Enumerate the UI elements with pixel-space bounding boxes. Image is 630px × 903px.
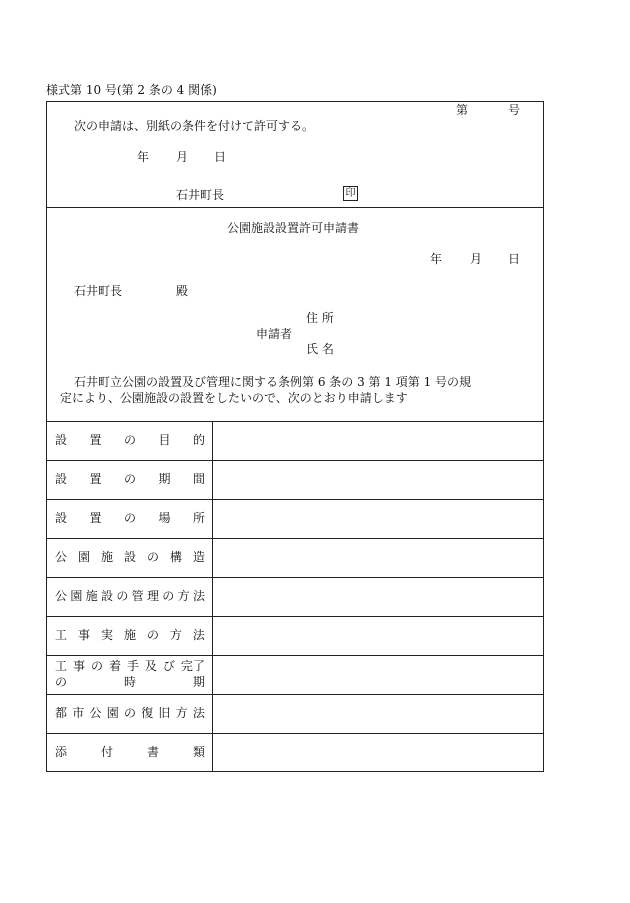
field-structure[interactable] [213,539,543,577]
field-location[interactable] [213,500,543,538]
address-label: 住 所 [306,311,334,325]
row-label-purpose: 設 置 の 目 的 [55,433,205,447]
seal-mark: 印 [343,186,358,201]
row-label-management: 公 園 施 設 の 管 理 の 方 法 [55,589,205,603]
row-label-construction-period: 工 事 の 着 手 及 び 完了 の 時 期 [55,659,205,689]
section-divider [46,207,544,208]
field-purpose[interactable] [213,422,543,460]
permit-no-dai: 第 [456,103,469,117]
field-attachments[interactable] [213,734,543,771]
application-body-line2: 定により、公園施設の設置をしたいので、次のとおり申請します [60,391,408,405]
application-title: 公園施設設置許可申請書 [227,221,360,235]
form-number: 様式第 10 号(第 2 条の 4 関係) [46,83,217,97]
row-label-location: 設 置 の 場 所 [55,511,205,525]
row-label-period: 設 置 の 期 間 [55,472,205,486]
addressee: 石井町長 [74,284,123,298]
application-date-month: 月 [470,252,483,266]
addressee-honorific: 殿 [176,284,189,298]
permit-date-month: 月 [176,150,189,164]
row-label-restoration: 都 市 公 園 の 復 旧 方 法 [55,706,205,720]
name-label: 氏 名 [306,342,334,356]
row-label-construction-method: 工 事 実 施 の 方 法 [55,628,205,642]
permit-date-day: 日 [214,150,227,164]
application-date-year: 年 [430,252,443,266]
row-label-structure: 公 園 施 設 の 構 造 [55,550,205,564]
field-construction-method[interactable] [213,617,543,655]
application-body-line1: 石井町立公園の設置及び管理に関する条例第 6 条の 3 第 1 項第 1 号の規 [74,375,472,389]
permit-no-go: 号 [508,103,521,117]
field-period[interactable] [213,461,543,499]
field-management[interactable] [213,578,543,616]
permit-date-year: 年 [137,150,150,164]
field-construction-period[interactable] [213,656,543,694]
application-date-day: 日 [508,252,521,266]
permit-statement: 次の申請は、別紙の条件を付けて許可する。 [74,119,315,133]
permit-authority: 石井町長 [176,188,225,202]
field-restoration[interactable] [213,695,543,733]
applicant-label: 申請者 [256,327,293,341]
row-label-attachments: 添 付 書 類 [55,745,205,759]
